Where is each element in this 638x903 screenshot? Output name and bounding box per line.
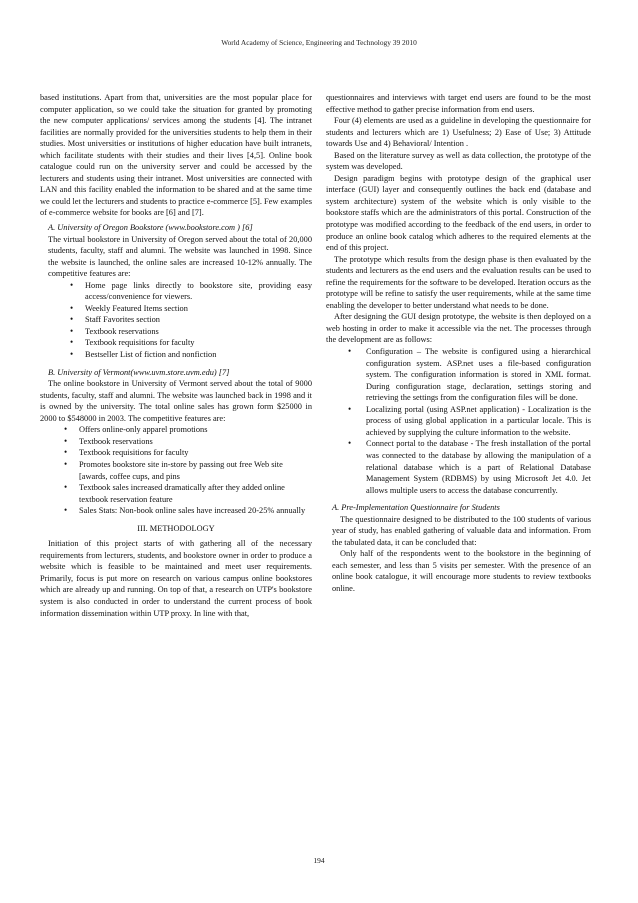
paragraph: The prototype which results from the design phase is then evaluated by the students and lecturers as the end users and the evaluation results can be used to refine the requirements for the software to be developed. Iteration occurs as the prototype will be refine to satisfy the user requirements, while at the same time enabling the developer to better understand what needs to be done. — [326, 254, 591, 310]
list-item: • Configuration – The website is configured using a hierarchical configuration system. ASP.net uses a file-based configuration system. The configuration information is stored in XML format. During configuration stage, declaration, settings storing and retrieving the settings from the configuration files will be done. — [344, 346, 591, 404]
subsection-a-text: The virtual bookstore in University of Oregon served about the total of 20,000 students, faculty, staff and alumni. The website was launched in 1998. Since the website is launched, the online sales are increased 10-12% annually. The competitive features are: — [48, 234, 312, 279]
paragraph: Design paradigm begins with prototype design of the graphical user interface (GUI) layer and consequently outlines the back end (database and system architecture) system of the website which is only visible to the bookstore staffs which are the administrators of this portal. Construction of the prototype was modified according to the feedback of the end users, in order to produce an online book catalog which adheres to the required elements at the end of this project. — [326, 173, 591, 253]
page-number: 194 — [313, 856, 325, 865]
list-item: • Textbook reservations — [60, 436, 312, 448]
subsection-a-title: A. University of Oregon Bookstore (www.bookstore.com ) [6] — [48, 223, 253, 233]
paragraph: Four (4) elements are used as a guideline in developing the questionnaire for students and lecturers which are 1) Usefulness; 2) Ease of Use; 3) Attitude towards Use and 4) Behavioral/ Intention . — [326, 116, 591, 149]
section-title-methodology: III. METHODOLOGY — [137, 523, 215, 533]
questionnaire-finding: Only half of the respondents went to the bookstore in the beginning of each semester, and less than 5 visits per semester. With the presence of an online book catalogue, it will encourage more students to review textbooks online. — [332, 549, 591, 593]
subsection-title-questionnaire: A. Pre-Implementation Questionnaire for Students — [332, 503, 500, 513]
list-item: • Textbook reservations — [66, 326, 312, 338]
list-item: • Bestseller List of fiction and nonfiction — [66, 349, 312, 361]
oregon-features-list — [40, 280, 312, 361]
paragraph: questionnaires and interviews with target end users are found to be the most effective method to gather precise information from end users. — [326, 93, 591, 114]
list-item: • Connect portal to the database - The fresh installation of the portal was connected to the database by allowing the manipulation of a relational database which is a part of Relational Database Management System (RDBMS) by using Microsoft Jet 4.0. Jet allows multiple users to access the database concurrently. — [344, 438, 591, 496]
subsection-b-text: The online bookstore in University of Vermont served about the total of 9000 students, faculty, staff and alumni. The website was launched back in 1998 and it is owned by the university. The total online sales has grown form $25000 in 2000 to $548000 in 2003. The competitive features are: — [40, 379, 312, 423]
list-item: • Textbook sales increased dramatically after they added online textbook reservation feature — [60, 482, 312, 505]
list-item: • Localizing portal (using ASP.net application) - Localization is the process of using global application in a particular locale. This is achieved by supplying the culture information to the website. — [344, 404, 591, 439]
list-item: • Weekly Featured Items section — [66, 303, 312, 315]
list-item: • Offers online-only apparel promotions — [60, 424, 312, 436]
paragraph: After designing the GUI design prototype, the website is then deployed on a web hosting in order to make it accessible via the net. The processes through the development are as follows: — [326, 312, 591, 345]
list-item: • Textbook requisitions for faculty — [66, 337, 312, 349]
running-header: World Academy of Science, Engineering and Technology 39 2010 — [221, 38, 417, 47]
intro-paragraph: based institutions. Apart from that, universities are the most popular place for computer application, so we could take the situation for granted by promoting the new computer applications/ services among the students [4]. The intranet facilities are normally provided for the universities students to help them in their studies. Most universities or institutions of higher education have built intranets, which facilitate students with their studies and their lives [4,5]. Online book catalogue could run on the university server and could be accessed by the lecturers and students using their intranet. Most universities are connected with LAN and this facility enabled the information to be shared and at the same time we could let the lecturers and students to practice e-commerce [5]. Few examples of e-commerce website for books are [6] and [7]. — [40, 93, 312, 218]
list-item: • Home page links directly to bookstore site, providing easy access/convenience for viewers. — [66, 280, 312, 303]
list-item: • Textbook requisitions for faculty — [60, 447, 312, 459]
development-process-list — [326, 346, 591, 496]
vermont-features-list — [40, 424, 312, 516]
list-item: • Sales Stats: Non-book online sales have increased 20-25% annually — [60, 505, 312, 517]
left-column — [40, 92, 312, 619]
subsection-b-title: B. University of Vermont(www.uvm.store.uvm.edu) [7] — [48, 367, 230, 377]
list-item: • Staff Favorites section — [66, 314, 312, 326]
methodology-paragraph: Initiation of this project starts of with gathering all of the necessary requirements from lecturers, students, and bookstore owner in order to produce a website which is feasible to be maintained and meet user requirements. Primarily, focus is put more on research on various campus online bookstores which are already up and running. On top of that, a research on UTP's bookstore system is also conducted in order to understand the current process of book information dissemination within UTP proxy. In line with that, — [40, 539, 312, 618]
list-item: • Promotes bookstore site in-store by passing out free Web site [awards, coffee cups, and pins — [60, 459, 312, 482]
paragraph: Based on the literature survey as well as data collection, the prototype of the system was developed. — [326, 150, 591, 172]
right-column — [326, 92, 591, 595]
questionnaire-paragraph: The questionnaire designed to be distributed to the 100 students of various year of study, has enabled gathering of valuable data and information. From the tabulated data, it can be concluded that: — [332, 514, 591, 547]
